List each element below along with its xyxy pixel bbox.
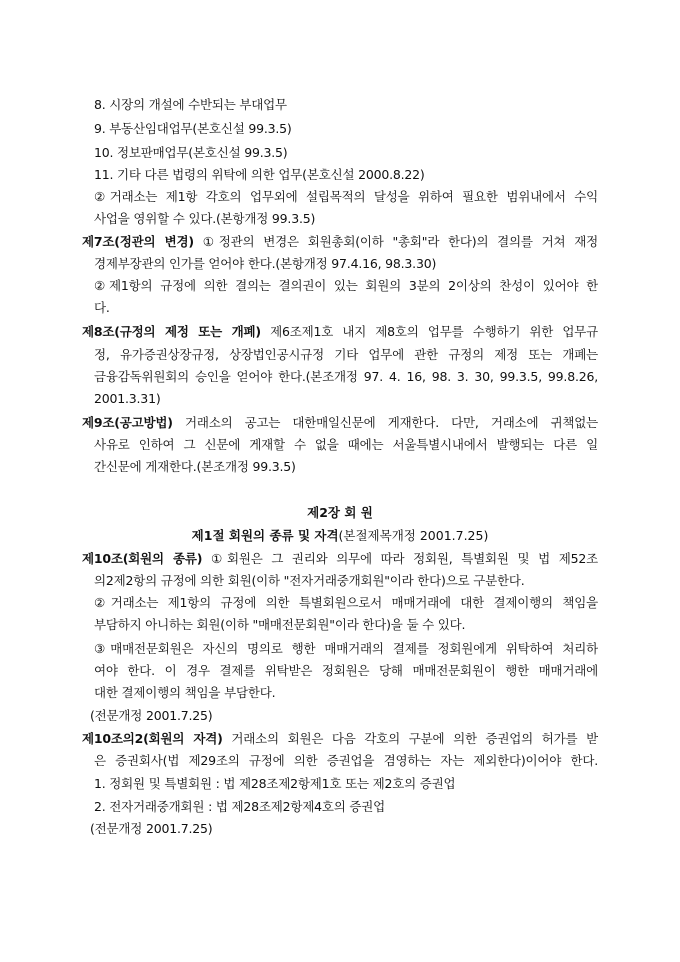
item-11: 11. 기타 다른 법령의 위탁에 의한 업무(본호신설 2000.8.22)	[94, 167, 425, 182]
art10-line1: 제10조(회원의 종류) ①회원은 그 권리와 의무에 따라 정회원, 특별회원 및 법 제52조	[82, 551, 598, 566]
chapter-title: 제2장 회 원	[307, 505, 373, 520]
item-9: 9. 부동산임대업무(본호신설 99.3.5)	[94, 121, 292, 136]
art10-2-note: (전문개정 2001.7.25)	[90, 821, 213, 836]
art10-note: (전문개정 2001.7.25)	[90, 708, 213, 723]
art8-line4: 2001.3.31)	[94, 391, 161, 406]
section-title: 제1절 회원의 종류 및 자격(본절제목개정 2001.7.25)	[191, 528, 489, 543]
art7-line1: 제7조(정관의 변경) ①정관의 변경은 회원총회(이하 "총회"라 한다)의 결의를 거쳐 재정	[82, 234, 598, 249]
art10-line5: ③매매전문회원은 자신의 명의로 행한 매매거래의 결제를 정회원에게 위탁하여 처리하	[94, 641, 598, 656]
art9-heading: 제9조(공고방법)	[82, 415, 173, 430]
para2-line1: ②거래소는 제1항 각호의 업무외에 설립목적의 달성을 위하여 필요한 범위내에서 수익	[94, 189, 598, 204]
art7-heading: 제7조(정관의 변경)	[82, 234, 194, 249]
art7-line4: 다.	[94, 300, 110, 315]
art10-2-item1: 1. 정회원 및 특별회원 : 법 제28조제2항제1호 또는 제2호의 증권업	[94, 776, 456, 791]
art10-line2: 의2제2항의 규정에 의한 회원(이하 "전자거래중개회원"이라 한다)으로 구분한다.	[94, 573, 525, 588]
art9-line3: 간신문에 게재한다.(본조개정 99.3.5)	[94, 459, 296, 474]
item-10: 10. 정보판매업무(본호신설 99.3.5)	[94, 145, 288, 160]
art9-line1: 제9조(공고방법) 거래소의 공고는 대한매일신문에 게재한다. 다만, 거래소에 귀책없는	[82, 415, 598, 430]
art10-2-line2: 은 증권회사(법 제29조의 규정에 의한 증권업을 겸영하는 자는 제외한다)이어야 한다.	[94, 753, 598, 768]
art7-line3: ②제1항의 규정에 의한 결의는 결의권이 있는 회원의 3분의 2이상의 찬성이 있어야 한	[94, 278, 598, 293]
art8-heading: 제8조(규정의 제정 또는 개폐)	[82, 324, 261, 339]
art10-2-line1: 제10조의2(회원의 자격) 거래소의 회원은 다음 각호의 구분에 의한 증권업의 허가를 받	[82, 731, 598, 746]
art7-line2: 경제부장관의 인가를 얻어야 한다.(본항개정 97.4.16, 98.3.30)	[94, 256, 437, 271]
art10-line6: 여야 한다. 이 경우 결제를 위탁받은 정회원은 당해 매매전문회원이 행한 매매거래에	[94, 663, 598, 678]
art8-line1: 제8조(규정의 제정 또는 개폐) 제6조제1호 내지 제8호의 업무를 수행하기 위한 업무규	[82, 324, 598, 339]
art10-line7: 대한 결제이행의 책임을 부담한다.	[94, 685, 276, 700]
art10-heading: 제10조(회원의 종류)	[82, 551, 203, 566]
item-8: 8. 시장의 개설에 수반되는 부대업무	[94, 97, 287, 112]
art10-2-item2: 2. 전자거래중개회원 : 법 제28조제2항제4호의 증권업	[94, 799, 386, 814]
art9-line2: 사유로 인하여 그 신문에 게재할 수 없을 때에는 서울특별시내에서 발행되는 다른 일	[94, 437, 598, 452]
art10-line3: ②거래소는 제1항의 규정에 의한 특별회원으로서 매매거래에 대한 결제이행의 책임을	[94, 595, 598, 610]
art10-2-heading: 제10조의2(회원의 자격)	[82, 731, 223, 746]
art10-line4: 부담하지 아니하는 회원(이하 "매매전문회원"이라 한다)을 둘 수 있다.	[94, 617, 466, 632]
art8-line3: 금융감독위원회의 승인을 얻어야 한다.(본조개정 97. 4. 16, 98. 3. 30, 99.3.5, 99.8.26,	[94, 369, 598, 384]
para2-line2: 사업을 영위할 수 있다.(본항개정 99.3.5)	[94, 211, 316, 226]
art8-line2: 정, 유가증권상장규정, 상장법인공시규정 기타 업무에 관한 규정의 제정 또는 개폐는	[94, 347, 598, 362]
